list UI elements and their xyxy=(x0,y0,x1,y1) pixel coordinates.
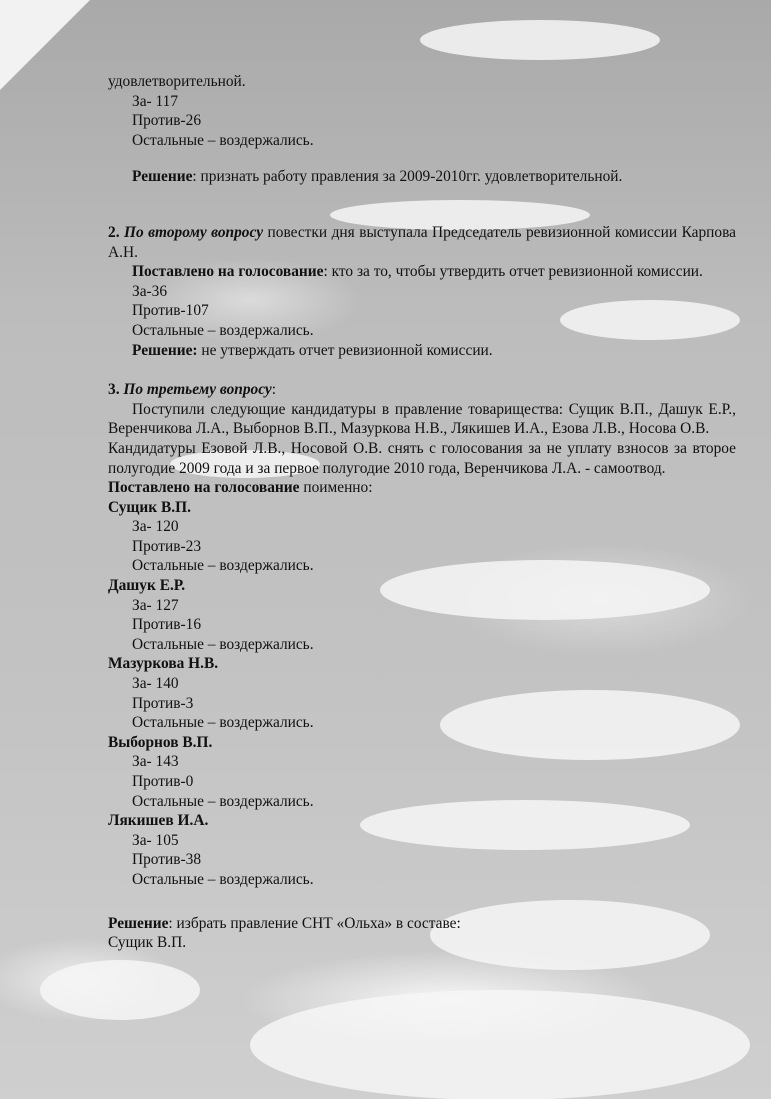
vote-rest: Остальные – воздержались. xyxy=(132,792,314,810)
question-2 xyxy=(108,223,736,262)
vote-against: Против-107 xyxy=(132,302,209,320)
vote-against: Против-3 xyxy=(132,694,194,712)
question-number: 3. xyxy=(108,381,120,399)
decision-label: Решение xyxy=(108,914,169,932)
candidate-name: Выборнов В.П. xyxy=(108,733,213,751)
candidate-block xyxy=(108,811,736,889)
decision-text: не утверждать отчет ревизионной комиссии. xyxy=(197,341,493,359)
scan-artifact xyxy=(420,20,660,60)
vote-rest: Остальные – воздержались. xyxy=(132,557,314,575)
board-member: Сущик В.П. xyxy=(108,934,187,952)
candidate-block xyxy=(108,733,736,811)
candidate-name: Дашук Е.Р. xyxy=(108,577,186,595)
question-heading: По второму вопросу xyxy=(124,223,264,241)
vote-for: За- 105 xyxy=(132,831,179,849)
document-body xyxy=(108,72,736,953)
vote-rest: Остальные – воздержались. xyxy=(132,870,314,888)
vote-rest: Остальные – воздержались. xyxy=(132,714,314,732)
question-text: повестки дня выступала Председатель ревизионной комиссии Карпова А.Н. xyxy=(108,223,736,261)
removed-candidates-paragraph: Кандидатуры Езовой Л.В., Носовой О.В. снять с голосования за не уплату взносов за второе полугодие 2009 года и за первое полугодие 2010 года, Веренчикова Л.А. - самоотвод. xyxy=(108,439,736,477)
vote-proposal-3 xyxy=(108,478,736,498)
scan-artifact xyxy=(250,990,750,1099)
candidate-block xyxy=(108,654,736,732)
question-number: 2. xyxy=(108,223,120,241)
vote-against: Против-38 xyxy=(132,851,202,869)
vote-rest: Остальные – воздержались. xyxy=(132,321,314,339)
vote-for: За- 117 xyxy=(132,92,179,110)
vote-rest: Остальные – воздержались. xyxy=(132,635,314,653)
decision-text: : признать работу правления за 2009-2010гг. удовлетворительной. xyxy=(192,168,623,186)
text-line: удовлетворительной. xyxy=(108,73,246,90)
vote-against: Против-26 xyxy=(132,112,202,130)
question-3 xyxy=(108,380,736,400)
vote-for: За- 143 xyxy=(132,753,179,771)
vote-proposal-text: : кто за то, чтобы утвердить отчет ревизионной комиссии. xyxy=(323,263,703,281)
vote-against: Против-16 xyxy=(132,616,202,634)
vote-for: За- 120 xyxy=(132,518,179,536)
scan-artifact xyxy=(40,960,200,1020)
vote-rest: Остальные – воздержались. xyxy=(132,131,314,149)
question-colon: : xyxy=(271,381,277,399)
vote-against: Против-23 xyxy=(132,537,202,555)
vote-proposal-label: Поставлено на голосование xyxy=(108,479,300,497)
candidate-name: Мазуркова Н.В. xyxy=(108,655,219,673)
vote-proposal-2 xyxy=(108,262,736,282)
decision-3 xyxy=(108,914,736,934)
decision-2 xyxy=(108,341,736,361)
decision-label: Решение xyxy=(132,168,193,186)
vote-for: За-36 xyxy=(132,282,168,300)
decision-label: Решение: xyxy=(132,341,198,359)
vote-against: Против-0 xyxy=(132,773,194,790)
vote-proposal-text: поименно: xyxy=(299,479,373,497)
candidate-name: Сущик В.П. xyxy=(108,498,191,516)
vote-for: За- 127 xyxy=(132,596,179,614)
candidate-name: Лякишев И.А. xyxy=(108,812,209,830)
candidate-block xyxy=(108,576,736,654)
candidates-paragraph: Поступили следующие кандидатуры в правление товарищества: Сущик В.П., Дашук Е.Р., Веренчикова Л.А., Выборнов В.П., Мазуркова Н.В., Лякишев И.А., Езова Л.В., Носова О.В. xyxy=(108,400,736,438)
question-heading: По третьему вопросу xyxy=(123,381,272,399)
vote-proposal-label: Поставлено на голосование xyxy=(132,263,324,281)
page-corner-fold xyxy=(0,0,90,90)
candidate-block xyxy=(108,498,736,576)
decision-1 xyxy=(108,167,736,187)
decision-text: : избрать правление СНТ «Ольха» в составе: xyxy=(168,914,461,932)
vote-for: За- 140 xyxy=(132,675,179,693)
